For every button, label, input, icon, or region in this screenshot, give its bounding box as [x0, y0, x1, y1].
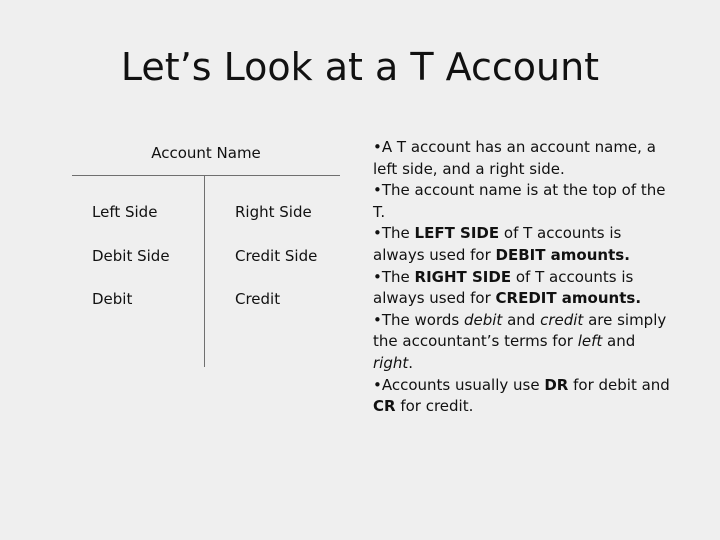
bullet-text: and — [502, 310, 541, 329]
bullet-marker: • — [373, 375, 382, 394]
bullet-marker: • — [373, 181, 382, 200]
t-left-cell: Left Side — [92, 203, 158, 221]
bullet-list — [373, 137, 673, 418]
bullet-text-bold: LEFT SIDE — [414, 224, 500, 243]
t-right-cell: Credit — [235, 290, 281, 308]
bullet-text: of T accounts is always used for — [373, 267, 634, 308]
bullet-text-italic: credit — [540, 310, 584, 329]
bullet-text: of T accounts is always used for — [373, 224, 622, 264]
bullet-text: for debit and — [568, 375, 670, 394]
bullet-text-bold: CR — [373, 397, 396, 416]
bullet-item — [373, 375, 673, 418]
bullet-text: A T account has an account name, a left side, and a right side. — [373, 138, 656, 178]
bullet-marker: • — [373, 224, 382, 243]
bullet-item — [373, 223, 673, 266]
bullet-marker: • — [373, 267, 382, 286]
bullet-text: and — [602, 332, 636, 351]
bullet-text-bold: RIGHT SIDE — [414, 267, 512, 286]
t-left-cell: Debit Side — [92, 247, 170, 265]
t-account-name: Account Name — [151, 144, 261, 162]
bullet-text: The account name is at the top of the T. — [373, 181, 666, 221]
bullet-text: The — [381, 267, 415, 286]
bullet-text-bold: DR — [544, 375, 569, 394]
t-right-cell: Credit Side — [235, 247, 318, 265]
t-vertical-line — [204, 175, 205, 367]
bullet-text: Accounts usually use — [381, 375, 545, 394]
t-right-cell: Right Side — [235, 203, 312, 221]
bullet-text-italic: debit — [463, 310, 503, 329]
bullet-item — [373, 137, 673, 180]
t-left-cell: Debit — [92, 290, 133, 308]
bullet-text-bold: CREDIT amounts. — [495, 289, 642, 308]
bullet-text: are simply the accountant’s terms for — [373, 310, 667, 351]
bullet-marker: • — [373, 310, 382, 329]
bullet-text-italic: right — [373, 353, 409, 372]
t-horizontal-line — [72, 175, 340, 176]
bullet-text: . — [408, 353, 414, 372]
bullet-text: The — [381, 224, 415, 243]
bullet-text: The words — [381, 310, 464, 329]
bullet-item — [373, 180, 673, 223]
bullet-text-bold: DEBIT amounts. — [495, 245, 630, 264]
slide-title: Let’s Look at a T Account — [120, 45, 600, 89]
bullet-marker: • — [373, 138, 382, 156]
bullet-text-italic: left — [577, 332, 603, 351]
bullet-item — [373, 310, 673, 375]
bullet-item — [373, 267, 673, 310]
bullet-text: for credit. — [395, 397, 474, 416]
